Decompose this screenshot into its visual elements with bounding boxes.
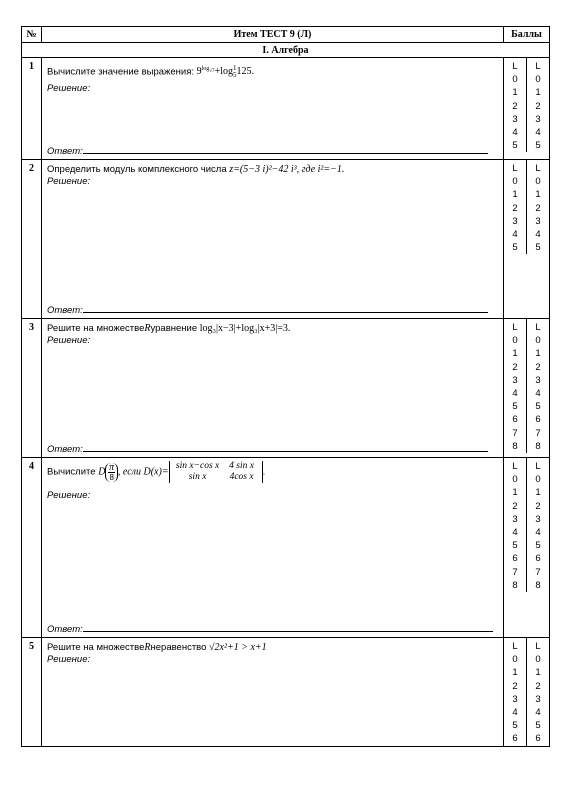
score-value[interactable]: 5 bbox=[512, 140, 518, 152]
score-value[interactable]: 1 bbox=[535, 189, 541, 201]
score-value[interactable]: 2 bbox=[512, 100, 518, 112]
score-value[interactable]: 2 bbox=[535, 100, 541, 112]
task-row-1 bbox=[22, 58, 550, 160]
task-question: Решите на множествеRнеравенство √2x²+1 > x+1 bbox=[47, 642, 267, 653]
score-value[interactable]: L bbox=[535, 322, 541, 333]
task-row-5 bbox=[22, 638, 550, 747]
score-value[interactable]: 5 bbox=[512, 401, 518, 413]
header-score: Баллы bbox=[504, 27, 550, 43]
score-value[interactable]: 4 bbox=[512, 229, 518, 241]
task-number: 1 bbox=[22, 58, 42, 160]
score-value[interactable]: 2 bbox=[512, 500, 518, 512]
score-value[interactable]: 3 bbox=[535, 513, 541, 525]
score-col-2 bbox=[526, 58, 549, 152]
score-value[interactable]: 2 bbox=[535, 500, 541, 512]
solution-label: Решение: bbox=[47, 335, 91, 346]
score-value[interactable]: 4 bbox=[512, 127, 518, 139]
score-value[interactable]: 6 bbox=[535, 553, 541, 565]
score-value[interactable]: 1 bbox=[535, 348, 541, 360]
score-value[interactable]: 2 bbox=[512, 361, 518, 373]
score-value[interactable]: 1 bbox=[512, 348, 518, 360]
score-value[interactable]: 1 bbox=[535, 87, 541, 99]
score-value[interactable]: 6 bbox=[535, 414, 541, 426]
answer-field[interactable]: Ответ: bbox=[47, 443, 488, 455]
score-value[interactable]: L bbox=[512, 322, 518, 333]
task-cell bbox=[42, 58, 504, 160]
score-value[interactable]: 0 bbox=[512, 74, 518, 86]
task-number: 5 bbox=[22, 638, 42, 747]
score-value[interactable]: 4 bbox=[535, 707, 541, 719]
score-cell bbox=[504, 458, 550, 638]
score-value[interactable]: 1 bbox=[535, 667, 541, 679]
score-value[interactable]: 4 bbox=[535, 229, 541, 241]
score-value[interactable]: L bbox=[535, 163, 541, 174]
score-value[interactable]: 4 bbox=[535, 527, 541, 539]
task-text: Вычислите значение выражения: bbox=[47, 66, 194, 78]
score-value[interactable]: 0 bbox=[535, 74, 541, 86]
task-text: Вычислите bbox=[47, 466, 96, 478]
score-value[interactable]: 3 bbox=[512, 113, 518, 125]
score-value[interactable]: 5 bbox=[535, 401, 541, 413]
score-value[interactable]: 6 bbox=[512, 733, 518, 745]
score-value[interactable]: L bbox=[535, 61, 541, 72]
score-value[interactable]: L bbox=[535, 641, 541, 652]
score-value[interactable]: 6 bbox=[512, 414, 518, 426]
score-value[interactable]: 4 bbox=[535, 388, 541, 400]
task-text: Решите на множестве bbox=[47, 323, 145, 334]
fraction-pi-8: π 8 bbox=[105, 463, 117, 482]
score-value[interactable]: 8 bbox=[512, 579, 518, 591]
score-value[interactable]: 3 bbox=[512, 215, 518, 227]
score-value[interactable]: 0 bbox=[535, 335, 541, 347]
score-value[interactable]: 0 bbox=[512, 176, 518, 188]
score-value[interactable]: 3 bbox=[512, 513, 518, 525]
section-title: I. Алгебра bbox=[22, 43, 550, 58]
task-number: 3 bbox=[22, 319, 42, 458]
task-number: 2 bbox=[22, 160, 42, 319]
task-row-4 bbox=[22, 458, 550, 638]
score-value[interactable]: 2 bbox=[512, 680, 518, 692]
score-value[interactable]: 5 bbox=[535, 540, 541, 552]
score-value[interactable]: 8 bbox=[535, 440, 541, 452]
score-value[interactable]: 0 bbox=[535, 654, 541, 666]
task-row-3 bbox=[22, 319, 550, 458]
test-table bbox=[21, 26, 550, 747]
score-value[interactable]: L bbox=[512, 461, 518, 472]
score-cell bbox=[504, 160, 550, 319]
task-formula: log₃|x−3|+log₃|x+3|=3. bbox=[199, 323, 291, 334]
score-value[interactable]: L bbox=[535, 461, 541, 472]
score-value[interactable]: 1 bbox=[512, 189, 518, 201]
score-value[interactable]: 0 bbox=[512, 474, 518, 486]
score-cell bbox=[504, 319, 550, 458]
score-value[interactable]: 5 bbox=[512, 720, 518, 732]
score-value[interactable]: 2 bbox=[512, 202, 518, 214]
task-number: 4 bbox=[22, 458, 42, 638]
score-value[interactable]: 4 bbox=[535, 127, 541, 139]
score-cell bbox=[504, 638, 550, 747]
score-value[interactable]: 2 bbox=[535, 202, 541, 214]
score-value[interactable]: 5 bbox=[535, 720, 541, 732]
score-value[interactable]: 7 bbox=[512, 427, 518, 439]
section-row bbox=[22, 43, 550, 58]
score-value[interactable]: L bbox=[512, 641, 518, 652]
solution-label: Решение: bbox=[47, 176, 91, 187]
task-cell bbox=[42, 319, 504, 458]
score-value[interactable]: 3 bbox=[512, 374, 518, 386]
score-value[interactable]: 4 bbox=[512, 527, 518, 539]
score-value[interactable]: 6 bbox=[512, 553, 518, 565]
score-value[interactable]: L bbox=[512, 163, 518, 174]
score-value[interactable]: 5 bbox=[512, 242, 518, 254]
score-value[interactable]: 5 bbox=[535, 140, 541, 152]
task-question: Решите на множествеRуравнение log₃|x−3|+log₃|x+3|=3. bbox=[47, 323, 291, 334]
score-value[interactable]: 4 bbox=[512, 388, 518, 400]
solution-label: Решение: bbox=[47, 654, 91, 665]
header-row bbox=[22, 27, 550, 43]
header-title: Итем ТЕСТ 9 (Л) bbox=[42, 27, 504, 43]
score-value[interactable]: 1 bbox=[512, 487, 518, 499]
solution-label: Решение: bbox=[47, 83, 91, 94]
task-cell bbox=[42, 458, 504, 638]
task-question: Вычислите D π 8 , если D(x)=sin x−cos x 4 sin x sin x 4cos x . bbox=[47, 461, 266, 482]
score-value[interactable]: 3 bbox=[535, 215, 541, 227]
score-value[interactable]: 5 bbox=[512, 540, 518, 552]
score-value[interactable]: 3 bbox=[512, 693, 518, 705]
answer-field[interactable]: Ответ: bbox=[47, 304, 488, 316]
score-value[interactable]: 1 bbox=[535, 487, 541, 499]
task-cell bbox=[42, 160, 504, 319]
score-value[interactable]: 0 bbox=[535, 176, 541, 188]
task-question bbox=[47, 65, 254, 79]
task-formula: √2x²+1 > x+1 bbox=[209, 642, 267, 653]
answer-field[interactable]: Ответ: bbox=[47, 623, 493, 635]
score-cell bbox=[504, 58, 550, 160]
solution-label: Решение: bbox=[47, 490, 91, 501]
score-value[interactable]: 0 bbox=[535, 474, 541, 486]
score-value[interactable]: 3 bbox=[535, 693, 541, 705]
task-text: Определить модуль комплексного числа bbox=[47, 164, 227, 175]
score-value[interactable]: 0 bbox=[512, 654, 518, 666]
score-value[interactable]: 1 bbox=[512, 667, 518, 679]
score-value[interactable]: 7 bbox=[535, 427, 541, 439]
task-formula: $9^{log_{√7}}+\log 1$ 5125. bbox=[196, 64, 254, 79]
answer-field[interactable]: Ответ: bbox=[47, 145, 488, 157]
score-value[interactable]: 3 bbox=[535, 113, 541, 125]
score-value[interactable]: 2 bbox=[535, 361, 541, 373]
score-value[interactable]: 6 bbox=[535, 733, 541, 745]
header-num: № bbox=[22, 27, 42, 43]
task-question bbox=[47, 164, 344, 175]
score-value[interactable]: 8 bbox=[535, 579, 541, 591]
score-value[interactable]: L bbox=[512, 61, 518, 72]
score-value[interactable]: 5 bbox=[535, 242, 541, 254]
score-value[interactable]: 2 bbox=[535, 680, 541, 692]
task-row-2 bbox=[22, 160, 550, 319]
score-value[interactable]: 4 bbox=[512, 707, 518, 719]
score-value[interactable]: 3 bbox=[535, 374, 541, 386]
score-col-1 bbox=[504, 58, 526, 152]
task-text: Решите на множестве bbox=[47, 642, 145, 653]
score-value[interactable]: 1 bbox=[512, 87, 518, 99]
score-value[interactable]: 7 bbox=[512, 566, 518, 578]
determinant: sin x−cos x 4 sin x sin x 4cos x bbox=[169, 461, 263, 483]
score-value[interactable]: 8 bbox=[512, 440, 518, 452]
score-value[interactable]: 7 bbox=[535, 566, 541, 578]
task-formula: z=(5−3 i)²−42 i³, где i²=−1. bbox=[229, 164, 345, 175]
score-value[interactable]: 0 bbox=[512, 335, 518, 347]
task-cell bbox=[42, 638, 504, 747]
